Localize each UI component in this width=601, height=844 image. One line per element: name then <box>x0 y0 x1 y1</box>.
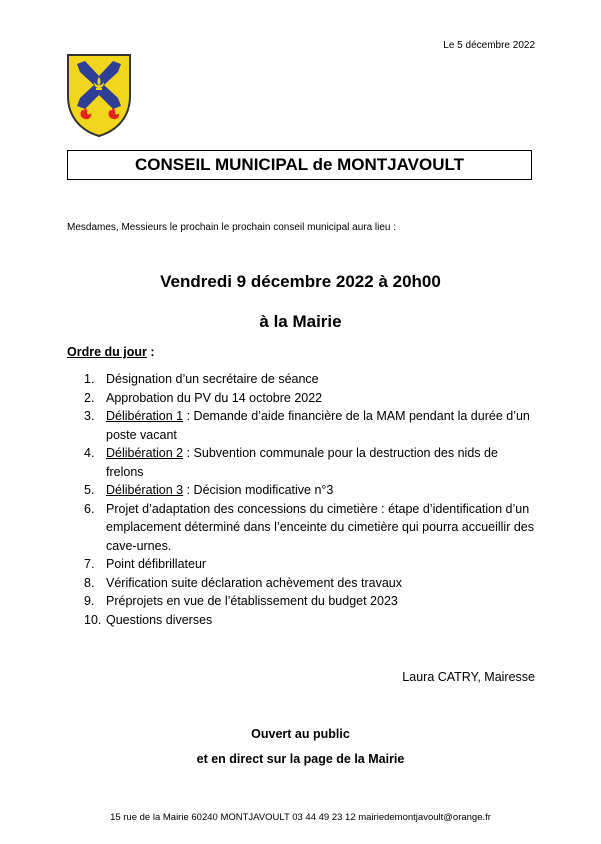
agenda-item-prefix: Délibération 3 <box>106 483 184 497</box>
agenda-item <box>84 592 534 611</box>
agenda-item <box>84 555 534 574</box>
agenda-item-body: Désignation d’un secrétaire de séance <box>106 372 319 386</box>
agenda-item-body: Point défibrillateur <box>106 557 207 571</box>
agenda-item-text <box>106 500 534 556</box>
agenda-item-body: Projet d’adaptation des concessions du cimetière : étape d’identification d’un emplacement déterminé dans l’enceinte du cimetière qui pourra accueillir des cave-urnes. <box>106 501 535 553</box>
agenda-item-prefix: Délibération 2 <box>106 446 184 460</box>
agenda-item-text <box>106 574 534 593</box>
agenda-item <box>84 444 534 481</box>
agenda-item-text <box>106 481 534 500</box>
agenda-item <box>84 574 534 593</box>
agenda-item-text <box>106 407 534 444</box>
public-notice-line1: Ouvert au public <box>251 727 350 741</box>
agenda-heading <box>67 345 155 359</box>
agenda-item <box>84 407 534 444</box>
agenda-item-text <box>106 389 534 408</box>
agenda-item-number: 8. <box>84 575 95 590</box>
agenda-heading-colon: : <box>146 345 155 359</box>
agenda-item <box>84 481 534 500</box>
agenda-item-text <box>106 370 534 389</box>
meeting-place: à la Mairie <box>259 312 342 331</box>
agenda-item-number: 5. <box>84 483 95 497</box>
agenda-item-number: 3. <box>84 409 95 423</box>
agenda-item-body: Préprojets en vue de l’établissement du budget 2023 <box>106 594 398 608</box>
agenda-item <box>84 389 534 408</box>
agenda-item-prefix: Délibération 1 <box>106 409 184 423</box>
page-title-box <box>67 150 532 180</box>
agenda-list <box>84 370 534 629</box>
agenda-item-number: 2. <box>84 390 95 405</box>
agenda-item <box>84 611 534 630</box>
agenda-item-body: : Demande d’aide financière de la MAM pendant la durée d’un poste vacant <box>106 409 530 442</box>
agenda-item-text <box>106 611 534 630</box>
agenda-item-number: 7. <box>84 557 95 571</box>
intro-text: Mesdames, Messieurs le prochain le prochain conseil municipal aura lieu : <box>67 222 397 233</box>
agenda-item-number: 9. <box>84 594 95 608</box>
agenda-item-body: Approbation du PV du 14 octobre 2022 <box>106 390 323 405</box>
agenda-item <box>84 370 534 389</box>
agenda-heading-label: Ordre du jour <box>67 345 147 359</box>
meeting-date: Vendredi 9 décembre 2022 à 20h00 <box>160 272 441 291</box>
public-notice-line2: et en direct sur la page de la Mairie <box>196 752 405 766</box>
agenda-item-body: Vérification suite déclaration achèvement des travaux <box>106 575 402 590</box>
shield-shape <box>68 55 130 136</box>
agenda-item-body: : Décision modificative n°3 <box>183 483 334 497</box>
agenda-item-number: 10. <box>84 612 102 627</box>
agenda-item-body: : Subvention communale pour la destruction des nids de frelons <box>106 446 498 479</box>
agenda-item-body: Questions diverses <box>106 612 213 627</box>
agenda-item-text <box>106 555 534 574</box>
agenda-item-text <box>106 592 534 611</box>
agenda-item-number: 4. <box>84 446 95 460</box>
agenda-item-number: 6. <box>84 501 95 516</box>
agenda-item-number: 1. <box>84 372 95 386</box>
footer-contact: 15 rue de la Mairie 60240 MONTJAVOULT 03 44 49 23 12 mairiedemontjavoult@orange.fr <box>110 812 491 823</box>
page-title: CONSEIL MUNICIPAL de MONTJAVOULT <box>135 155 464 174</box>
document-date: Le 5 décembre 2022 <box>443 40 535 51</box>
signature: Laura CATRY, Mairesse <box>402 670 535 684</box>
agenda-item <box>84 500 534 556</box>
agenda-item-text <box>106 444 534 481</box>
coat-of-arms-logo <box>64 52 134 138</box>
